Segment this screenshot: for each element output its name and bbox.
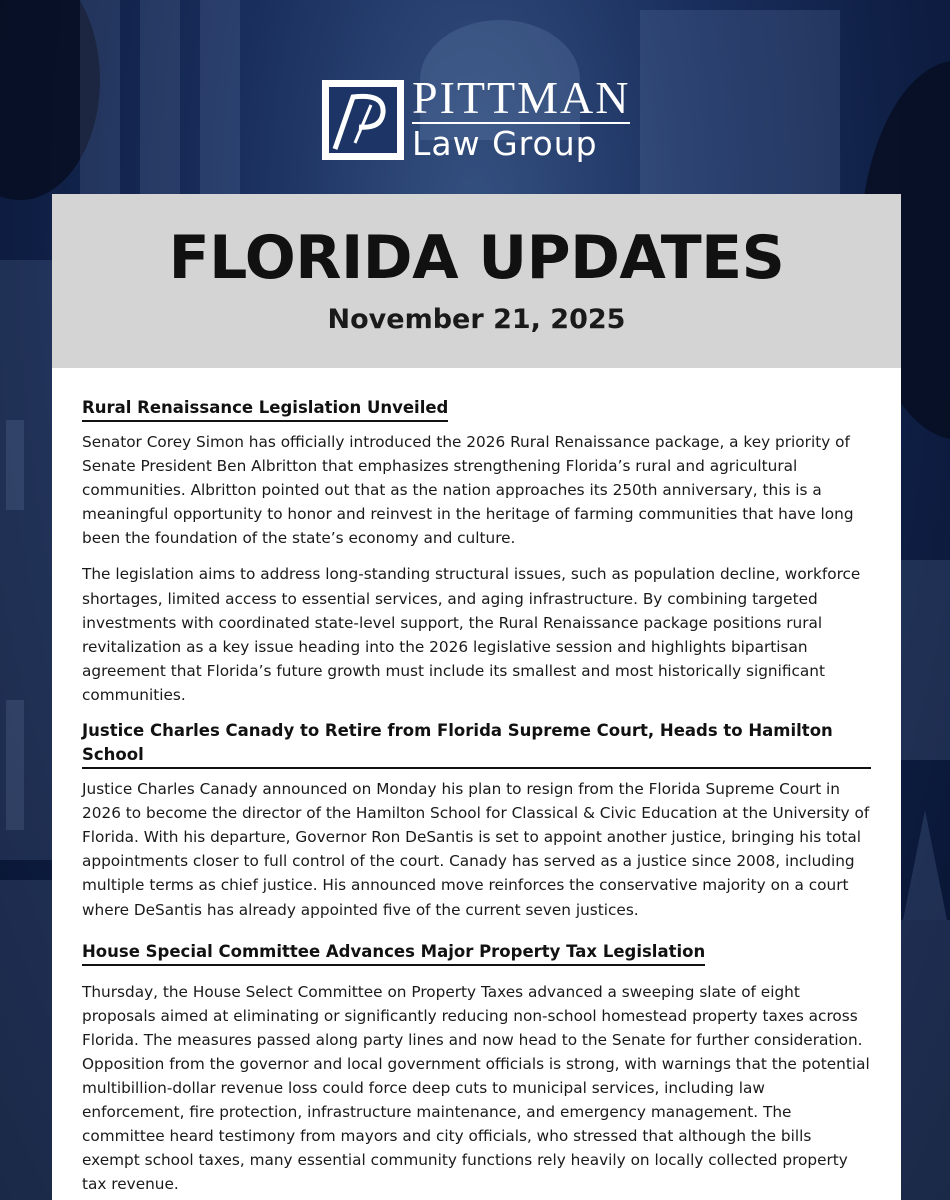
article-property-tax xyxy=(82,934,871,1197)
building-shape xyxy=(901,560,950,760)
article-paragraph: The legislation aims to address long-standing structural issues, such as population decline, workforce shortages, limited access to essential services, and aging infrastructure. By combining targeted investments with coordinated state-level support, the Rural Renaissance package positions rural revitalization as a key issue heading into the 2026 legislative session and highlights bipartisan agreement that Florida’s future growth must include its smallest and most historically significant communities. xyxy=(82,565,861,704)
content-card xyxy=(52,194,901,1200)
building-shape xyxy=(0,880,52,1200)
card-body xyxy=(52,368,901,1196)
publish-date: November 21, 2025 xyxy=(327,304,626,335)
logo-p-icon xyxy=(322,80,404,160)
building-shape xyxy=(640,10,840,194)
article-heading: Justice Charles Canady to Retire from Florida Supreme Court, Heads to Hamilton School xyxy=(82,719,871,769)
article-rural-renaissance xyxy=(82,396,871,707)
spire-shape xyxy=(903,810,947,920)
column-shape xyxy=(200,0,240,200)
column-shape xyxy=(80,0,120,200)
article-heading: House Special Committee Advances Major Property Tax Legislation xyxy=(82,940,705,966)
building-shape xyxy=(901,920,950,1200)
article-heading: Rural Renaissance Legislation Unveiled xyxy=(82,396,448,422)
page-title: FLORIDA UPDATES xyxy=(168,223,785,293)
card-header xyxy=(52,194,901,368)
article-paragraph: Senator Corey Simon has officially introduced the 2026 Rural Renaissance package, a key priority of Senate President Ben Albritton that emphasizes strengthening Florida’s rural and agricultural communities. Albritton pointed out that as the nation approaches its 250th anniversary, this is a meaningful opportunity to honor and reinvest in the heritage of farming communities that have long been the foundation of the state’s economy and culture. xyxy=(82,433,854,548)
article-paragraph: Thursday, the House Select Committee on Property Taxes advanced a sweeping slate of eight proposals aimed at eliminating or significantly reducing non-school homestead property taxes across Florida. The measures passed along party lines and now head to the Senate for further consideration. Opposition from the governor and local government officials is strong, with warnings that the potential multibillion-dollar revenue loss could force deep cuts to municipal services, including law enforcement, fire protection, infrastructure maintenance, and emergency management. The committee heard testimony from mayors and city officials, who stressed that although the bills exempt school taxes, many essential community functions rely heavily on locally collected property tax revenue. xyxy=(82,982,870,1194)
column-shape xyxy=(140,0,180,200)
article-paragraph: Justice Charles Canady announced on Monday his plan to resign from the Florida Supreme Court in 2026 to become the director of the Hamilton School for Classical & Civic Education at the University of Florida. With his departure, Governor Ron DeSantis is set to appoint another justice, bringing his total appointments closer to full control of the court. Canady has served as a justice since 2008, including multiple terms as chief justice. His announced move reinforces the conservative majority on a court where DeSantis has already appointed five of the current seven justices. xyxy=(82,780,870,919)
logo-subtitle: Law Group xyxy=(412,124,598,163)
article-justice-canady xyxy=(82,719,871,922)
window-shape xyxy=(6,420,24,510)
window-shape xyxy=(6,700,24,830)
pittman-logo xyxy=(322,72,631,164)
logo-name: PITTMAN xyxy=(412,72,631,123)
